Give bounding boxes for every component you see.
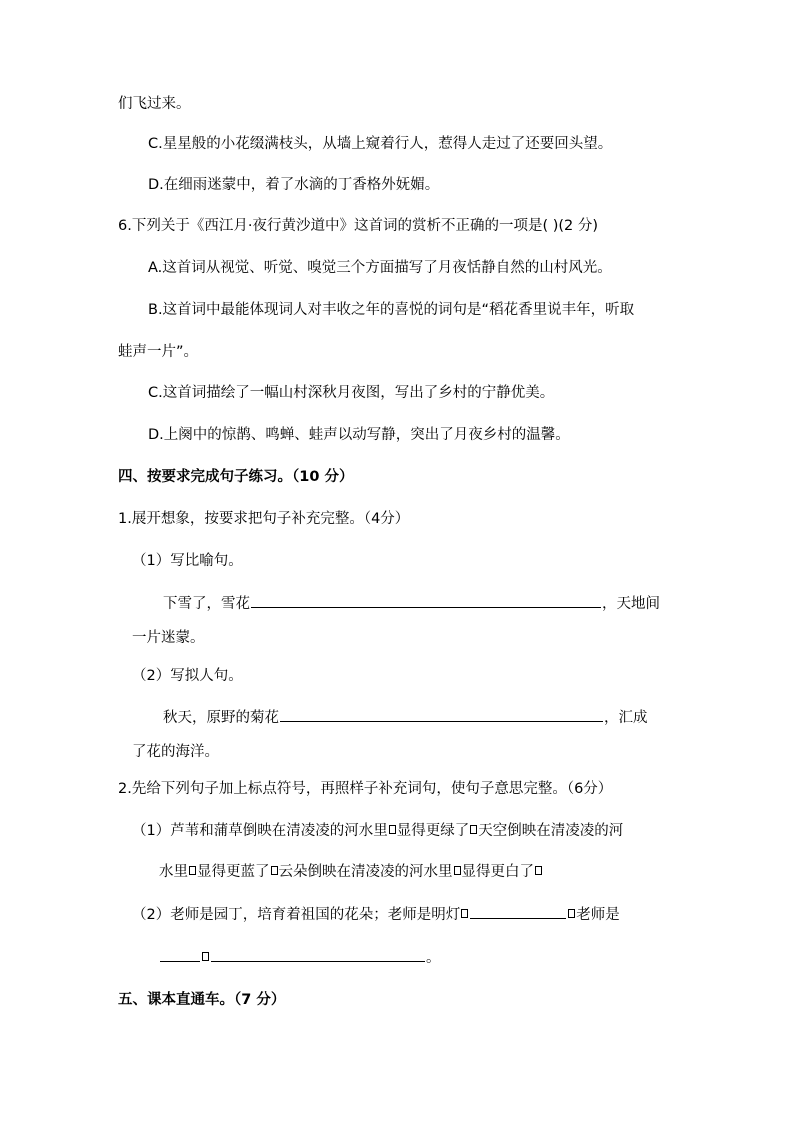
text-line: 蛙声一片”。 xyxy=(118,344,199,360)
text-segment: 显得更蓝了 xyxy=(197,864,270,880)
text-line: 了花的海洋。 xyxy=(132,744,219,760)
subquestion-2: （2）写拟人句。 xyxy=(132,668,243,684)
answer-blank[interactable] xyxy=(470,917,566,919)
imitation-sentence-end xyxy=(159,948,441,968)
section-5-heading: 五、课本直通车。（7 分） xyxy=(118,992,286,1008)
answer-blank[interactable] xyxy=(160,960,200,962)
option-a: A.这首词从视觉、听觉、嗅觉三个方面描写了月夜恬静自然的山村风光。 xyxy=(148,260,612,276)
option-c: C.星星般的小花缀满枝头，从墙上窥着行人，惹得人走过了还要回头望。 xyxy=(148,136,613,152)
text-segment: 显得更白了 xyxy=(461,864,534,880)
text-segment: 。 xyxy=(426,950,441,966)
punctuation-box[interactable] xyxy=(271,866,278,875)
option-d: D.上阕中的惊鹊、鸣蝉、蛙声以动写静，突出了月夜乡村的温馨。 xyxy=(148,427,570,443)
punctuation-box[interactable] xyxy=(470,825,477,834)
punctuation-sentence xyxy=(159,862,543,882)
punctuation-box[interactable] xyxy=(454,866,461,875)
fill-line-simile xyxy=(163,594,660,614)
text-segment: （2）老师是园丁，培育着祖国的花朵；老师是明灯 xyxy=(132,907,461,923)
option-d: D.在细雨迷蒙中，着了水滴的丁香格外妩媚。 xyxy=(148,177,440,193)
text-segment: ，天地间 xyxy=(602,596,660,612)
imitation-sentence xyxy=(132,905,620,925)
text-segment: 秋天，原野的菊花 xyxy=(163,710,279,726)
answer-blank[interactable] xyxy=(211,960,425,962)
subquestion-1: （1）写比喻句。 xyxy=(132,553,243,569)
question-1: 1.展开想象，按要求把句子补充完整。（4分） xyxy=(118,511,410,527)
text-segment: 老师是 xyxy=(576,907,620,923)
answer-blank[interactable] xyxy=(280,720,603,722)
section-4-heading: 四、按要求完成句子练习。（10 分） xyxy=(118,469,354,485)
text-segment: 下雪了，雪花 xyxy=(163,596,250,612)
punctuation-box[interactable] xyxy=(461,909,468,918)
fill-line-personification xyxy=(163,708,648,728)
text-segment: 水里 xyxy=(159,864,188,880)
punctuation-box[interactable] xyxy=(535,866,542,875)
question-6: 6.下列关于《西江月·夜行黄沙道中》这首词的赏析不正确的一项是( )(2 分) xyxy=(118,218,599,234)
text-segment: 云朵倒映在清凌凌的河水里 xyxy=(278,864,453,880)
punctuation-sentence xyxy=(132,821,623,841)
text-segment: ，汇成 xyxy=(604,710,648,726)
text-segment: 天空倒映在清凌凌的河 xyxy=(478,823,624,839)
text-line: 们飞过来。 xyxy=(118,96,191,112)
question-2: 2.先给下列句子加上标点符号，再照样子补充词句，使句子意思完整。（6分） xyxy=(118,781,613,797)
text-segment: 显得更绿了 xyxy=(396,823,470,839)
text-segment: （1）芦苇和蒲草倒映在清凌凌的河水里 xyxy=(132,823,388,839)
answer-blank[interactable] xyxy=(251,606,601,608)
punctuation-box[interactable] xyxy=(202,952,209,961)
option-c: C.这首词描绘了一幅山村深秋月夜图，写出了乡村的宁静优美。 xyxy=(148,385,555,401)
punctuation-box[interactable] xyxy=(389,825,396,834)
punctuation-box[interactable] xyxy=(568,909,575,918)
option-b: B.这首词中最能体现词人对丰收之年的喜悦的词句是“稻花香里说丰年，听取 xyxy=(148,302,635,318)
punctuation-box[interactable] xyxy=(189,866,196,875)
text-line: 一片迷蒙。 xyxy=(132,630,205,646)
